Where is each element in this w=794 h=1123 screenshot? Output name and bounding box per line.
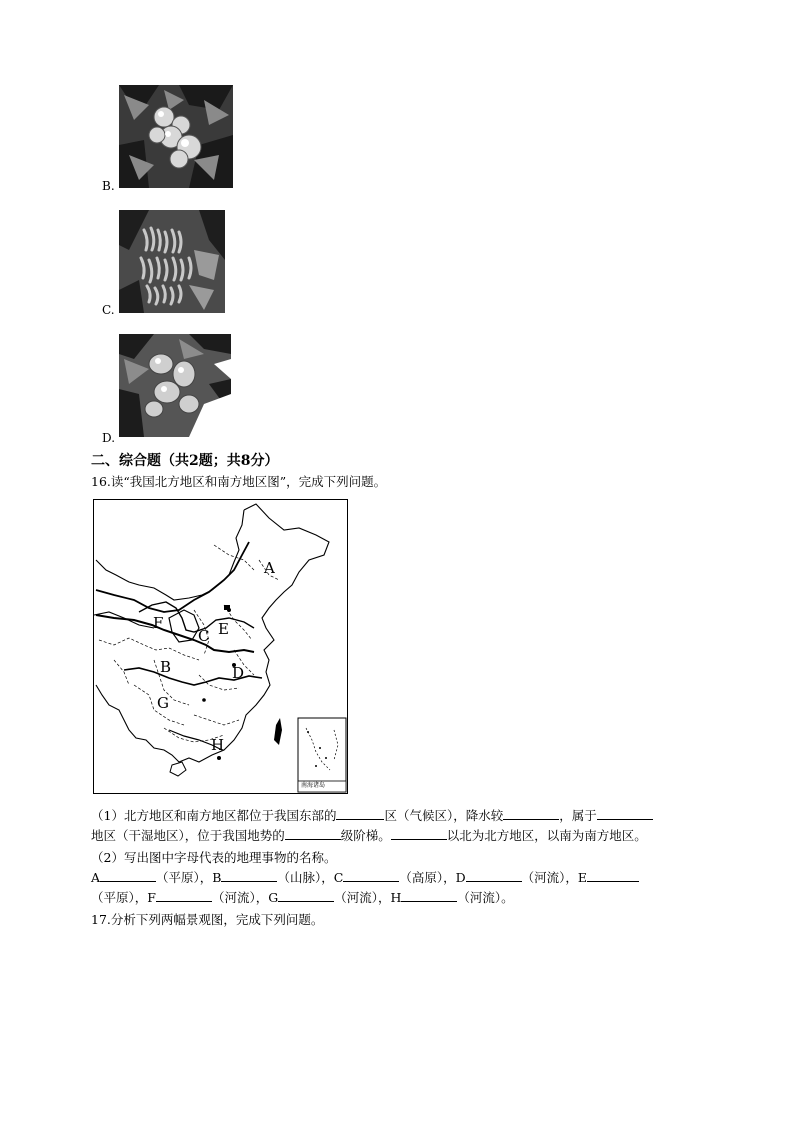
q16-part2-line1: A （平原），B （山脉），C （高原），D （河流），E bbox=[91, 868, 639, 888]
blank-moisture-region[interactable] bbox=[597, 806, 653, 820]
map-label-a: A bbox=[264, 559, 275, 577]
taiwan-island bbox=[274, 718, 282, 745]
blank-dividing-line[interactable] bbox=[391, 826, 447, 840]
map-label-c: C bbox=[198, 627, 210, 645]
section-title: 二、综合题（共2题；共8分） bbox=[91, 453, 279, 469]
blank-e[interactable] bbox=[587, 868, 639, 882]
map-label-e: E bbox=[218, 620, 229, 638]
blank-d[interactable] bbox=[466, 868, 522, 882]
q16-part2-prompt: （2）写出图中字母代表的地理事物的名称。 bbox=[91, 850, 337, 865]
banana-bunches-photo bbox=[119, 210, 225, 313]
china-outline bbox=[96, 504, 329, 762]
blank-precipitation[interactable] bbox=[503, 806, 559, 820]
inset-label: 南海诸岛 bbox=[301, 782, 326, 789]
q16-part2-line2: （平原），F （河流），G （河流），H （河流）。 bbox=[91, 890, 514, 905]
blank-g[interactable] bbox=[278, 888, 334, 902]
option-c-label: C. bbox=[102, 303, 115, 317]
blank-c[interactable] bbox=[343, 868, 399, 882]
blank-h[interactable] bbox=[401, 888, 457, 902]
map-label-d: D bbox=[232, 664, 245, 682]
orange-tree-photo bbox=[119, 85, 233, 188]
map-label-f: F bbox=[153, 614, 164, 632]
blank-a[interactable] bbox=[100, 868, 156, 882]
blank-terrain-step[interactable] bbox=[285, 826, 341, 840]
question-16-stem: 16.读“我国北方地区和南方地区图”，完成下列问题。 bbox=[91, 474, 387, 489]
map-label-h: H bbox=[211, 736, 225, 754]
blank-b[interactable] bbox=[221, 868, 277, 882]
map-label-g: G bbox=[157, 694, 169, 712]
north-south-china-map bbox=[93, 499, 348, 794]
q16-part1-line2: 地区（干湿地区），位于我国地势的 级阶梯。 以北为北方地区，以南为南方地区。 bbox=[91, 828, 647, 843]
option-b-label: B. bbox=[102, 179, 115, 193]
map-label-b: B bbox=[160, 658, 172, 676]
mango-tree-photo bbox=[119, 334, 231, 437]
question-17-stem: 17.分析下列两幅景观图，完成下列问题。 bbox=[91, 912, 324, 927]
option-d-label: D. bbox=[102, 431, 116, 445]
blank-f[interactable] bbox=[156, 888, 212, 902]
q16-part1-line1: （1）北方地区和南方地区都位于我国东部的 区（气候区），降水较 ，属于 bbox=[91, 806, 653, 826]
hainan-island bbox=[170, 762, 186, 776]
qinling-huaihe-line bbox=[96, 615, 254, 652]
blank-climate-zone[interactable] bbox=[336, 806, 384, 820]
